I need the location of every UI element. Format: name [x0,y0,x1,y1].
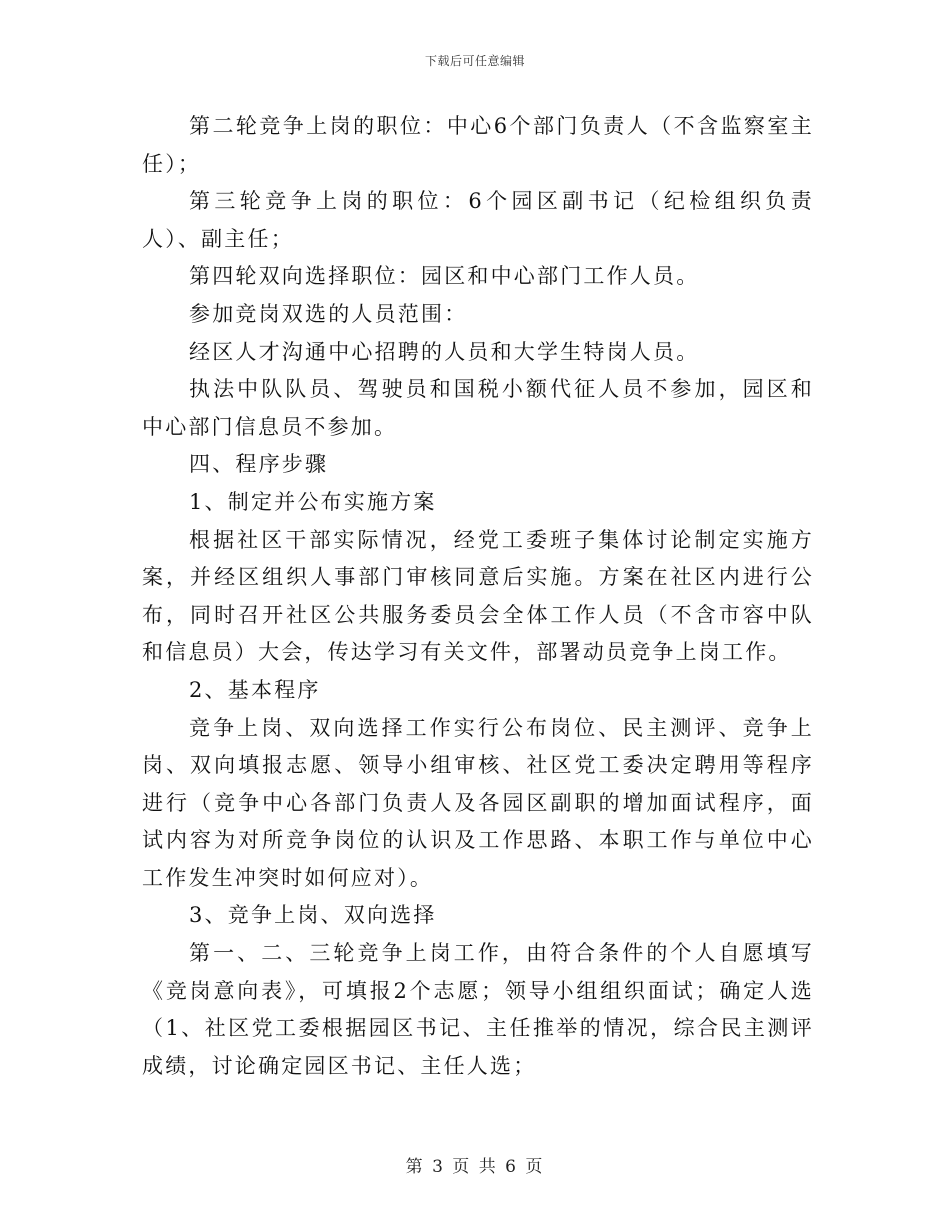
paragraph-round-three: 第三轮竞争上岗的职位：6个园区副书记（纪检组织负责人）、副主任； [142,189,814,251]
paragraph-basic-procedure: 竞争上岗、双向选择工作实行公布岗位、民主测评、竞争上岗、双向填报志愿、领导小组审核、社区党工委决定聘用等程序进行（竞争中心各部门负责人及各园区副职的增加面试程序，面试内容为对所竞争岗位的认识及工作思路、本职工作与单位中心工作发生冲突时如何应对）。 [142,715,814,890]
paragraph-competition: 第一、二、三轮竞争上岗工作，由符合条件的个人自愿填写《竞岗意向表》，可填报2个志愿；领导小组组织面试；确定人选（1、社区党工委根据园区书记、主任推举的情况，综合民主测评成绩，讨论确定园区书记、主任人选； [142,941,814,1078]
subheading-basic-procedure: 2、基本程序 [189,677,321,702]
subheading-plan: 1、制定并公布实施方案 [189,489,437,514]
paragraph-plan: 根据社区干部实际情况，经党工委班子集体讨论制定实施方案，并经区组织人事部门审核同意后实施。方案在社区内进行公布，同时召开社区公共服务委员会全体工作人员（不含市容中队和信息员）大会，传达学习有关文件，部署动员竞争上岗工作。 [142,527,814,665]
paragraph-scope-included: 经区人才沟通中心招聘的人员和大学生特岗人员。 [189,339,700,364]
page-header-note: 下载后可任意编辑 [424,54,525,68]
page-number-footer: 第 3 页 共 6 页 [405,1157,545,1177]
subheading-competition: 3、竞争上岗、双向选择 [189,903,437,928]
paragraph-round-four: 第四轮双向选择职位：园区和中心部门工作人员。 [189,264,700,289]
document-body [142,108,814,1085]
paragraph-scope-excluded: 执法中队队员、驾驶员和国税小额代征人员不参加，园区和中心部门信息员不参加。 [142,377,814,439]
section-heading-procedure: 四、程序步骤 [189,452,329,477]
paragraph-round-two: 第二轮竞争上岗的职位：中心6个部门负责人（不含监察室主任）； [142,114,814,176]
paragraph-scope-heading: 参加竞岗双选的人员范围： [189,301,468,326]
